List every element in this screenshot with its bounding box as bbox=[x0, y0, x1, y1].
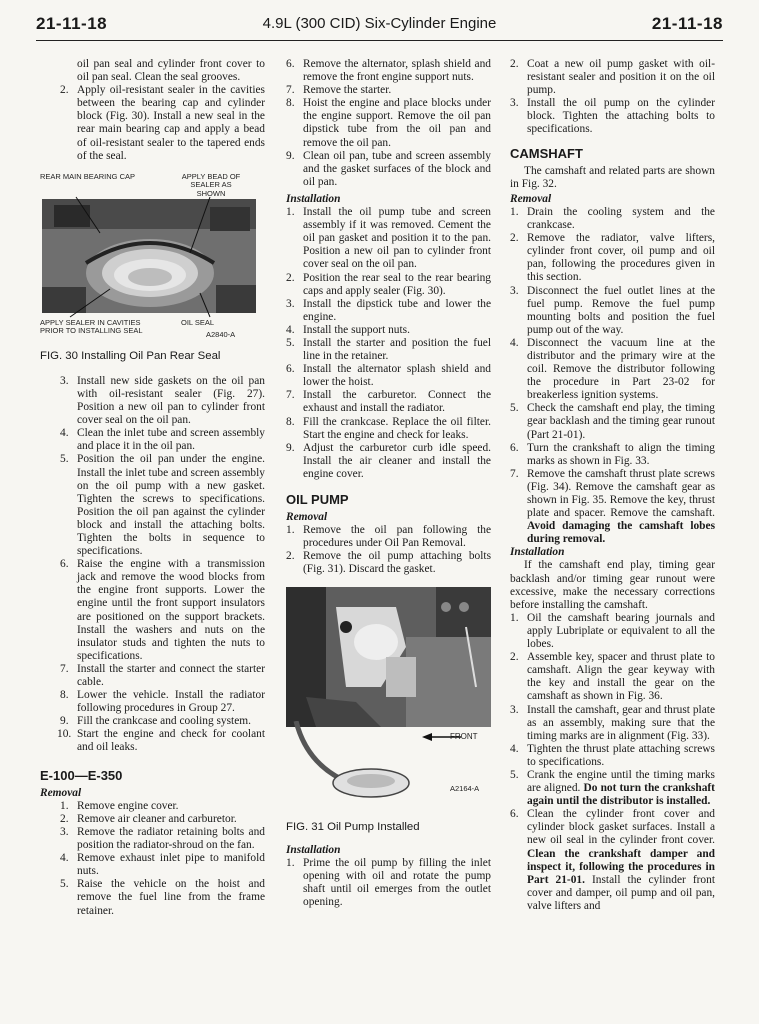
list-item: 1. Remove the oil pan following the procedures under Oil Pan Removal. bbox=[286, 524, 491, 550]
figure-code: A2840-A bbox=[206, 329, 236, 339]
list-item: 4. Tighten the thrust plate attaching screws to specifications. bbox=[510, 742, 715, 768]
subheading: Removal bbox=[286, 511, 328, 524]
page-header bbox=[36, 14, 723, 38]
figure-30 bbox=[40, 173, 260, 338]
list-item: 1. Install the oil pump tube and screen assembly if it was removed. Cement the oil pan gasket and position it to the pan. Position a new oil pan to cylinder front cover seal on the oil pan. bbox=[286, 206, 491, 271]
oil-pump-photo bbox=[286, 587, 491, 737]
list-item: 4. Clean the inlet tube and screen assembly and place it in the oil pan. bbox=[60, 427, 265, 453]
removal-list bbox=[60, 800, 265, 918]
figure-label: APPLY SEALER IN CAVITIES PRIOR TO INSTALLING SEAL bbox=[40, 317, 143, 336]
list-item: 8. Fill the crankcase. Replace the oil filter. Start the engine and check for leaks. bbox=[286, 415, 491, 441]
list-item: 8. Hoist the engine and place blocks under the engine support. Remove the oil pan dipstick tube from the oil pan and remove the oil pan. bbox=[286, 97, 491, 149]
subheading: Removal bbox=[40, 786, 82, 799]
list-item: 10. Start the engine and check for coolant and oil leaks. bbox=[57, 728, 265, 754]
figure-label: APPLY BEAD OF SEALER AS SHOWN bbox=[181, 171, 241, 198]
install-list bbox=[286, 857, 491, 909]
rear-seal-photo bbox=[40, 193, 258, 318]
steps-list bbox=[57, 374, 265, 755]
section-heading: OIL PUMP bbox=[286, 492, 349, 507]
list-item: 2. Remove the oil pump attaching bolts (Fig. 31). Discard the gasket. bbox=[286, 550, 491, 576]
subheading: Installation bbox=[510, 546, 565, 559]
front-label: FRONT bbox=[450, 731, 478, 741]
list-item: 2. Remove air cleaner and carburetor. bbox=[60, 812, 237, 825]
list-item: 5. Check the camshaft end play, the timing gear backlash and the timing gear runout (Part 21-01). bbox=[510, 402, 715, 441]
subheading: Installation bbox=[286, 843, 341, 856]
list-item: 4. Disconnect the vacuum line at the distributor and the primary wire at the coil. Remove the distributor following the procedure in Part 23-02 for breakerless ignition systems. bbox=[510, 336, 715, 402]
list-item: 1. Remove engine cover. bbox=[60, 799, 179, 812]
list-item: 1. Oil the camshaft bearing journals and apply Lubriplate or equivalent to all the lobes. bbox=[510, 611, 715, 651]
list-item: 1. Drain the cooling system and the crankcase. bbox=[510, 205, 715, 232]
list-item: 2. Position the rear seal to the rear bearing caps and apply sealer (Fig. 30). bbox=[286, 271, 491, 297]
list-item: 2. Remove the radiator, valve lifters, cylinder front cover, oil pump and oil pan, following the procedures given in this section. bbox=[510, 232, 715, 284]
list-item: 8. Lower the vehicle. Install the radiator following procedures in Group 27. bbox=[60, 689, 265, 715]
header-rule bbox=[36, 40, 723, 41]
figure-31 bbox=[286, 587, 491, 805]
column-2 bbox=[286, 58, 491, 909]
list-item: 5. Raise the vehicle on the hoist and remove the fuel line from the frame retainer. bbox=[60, 878, 265, 917]
page-title: 4.9L (300 CID) Six-Cylinder Engine bbox=[262, 15, 497, 32]
list-item: 4. Install the support nuts. bbox=[286, 323, 410, 336]
list-item: 7. Install the carburetor. Connect the exhaust and install the radiator. bbox=[286, 389, 491, 415]
figure-code: A2164-A bbox=[450, 783, 480, 793]
list-item: 6. Turn the crankshaft to align the timing marks as shown in Fig. 33. bbox=[510, 441, 715, 467]
list-item: 5. Position the oil pan under the engine. Install the inlet tube and screen assembly on the oil pump with a new gasket. Tighten the screws to specifications. Position the oil pan against the cylinder block and install the attaching bolts. Tighten the bolts in sequence to specifications. bbox=[60, 453, 265, 558]
list-item: 2. Coat a new oil pump gasket with oil-resistant sealer and position it on the oil pump. bbox=[510, 58, 715, 97]
subheading: Installation bbox=[286, 192, 341, 205]
list-item: 3. Remove the radiator retaining bolts and position the radiator-shroud on the fan. bbox=[60, 825, 265, 852]
list-item: 3. Install the camshaft, gear and thrust plate as an assembly, making sure that the timing marks are in alignment (Fig. 33). bbox=[510, 703, 715, 742]
list-item: 7. Remove the camshaft thrust plate screws (Fig. 34). Remove the camshaft gear as shown in Fig. 35. Remove the key, thrust plate and spacer. Remove the camshaft. Avoid damaging the camshaft lobes during removal. bbox=[510, 467, 715, 546]
list-item: 5. Install the starter and position the fuel line in the retainer. bbox=[286, 336, 491, 363]
list-item: 5. Crank the engine until the timing marks are aligned. Do not turn the crankshaft again until the distributor is installed. bbox=[510, 768, 715, 808]
list-item: 6. Remove the alternator, splash shield and remove the front engine support nuts. bbox=[286, 58, 491, 84]
paragraph: The camshaft and related parts are shown in Fig. 32. bbox=[510, 164, 715, 190]
steps-list bbox=[286, 58, 491, 189]
figure-caption: FIG. 30 Installing Oil Pan Rear Seal bbox=[40, 349, 221, 362]
list-item: 2. Apply oil-resistant sealer in the cavities between the bearing cap and cylinder block (Fig. 30). Install a new seal in the rear main bearing cap and apply a bead of oil-resistant sealer to the tapered ends of the seal. bbox=[60, 84, 265, 162]
list-item: 6. Install the alternator splash shield and lower the hoist. bbox=[286, 363, 491, 389]
page-number-left: 21-11-18 bbox=[36, 14, 108, 33]
steps-list bbox=[510, 58, 715, 137]
section-heading: CAMSHAFT bbox=[510, 145, 583, 161]
list-item: 6. Raise the engine with a transmission jack and remove the wood blocks from the engine front supports. Lower the engine until the front support insulators are positioned on the support brackets. Install the washers and nuts on the insulator studs and tighten the nuts to specifications. bbox=[60, 558, 265, 662]
figure-label: OIL SEAL bbox=[181, 317, 215, 327]
install-list bbox=[286, 206, 491, 481]
paragraph: If the camshaft end play, timing gear backlash and/or timing gear runout were excessive, make the necessary corrections before installing the camshaft. bbox=[510, 559, 715, 611]
list-item: 3. Install the dipstick tube and lower the engine. bbox=[286, 297, 491, 323]
paragraph: oil pan seal and cylinder front cover to oil pan seal. Clean the seal grooves. bbox=[77, 58, 265, 84]
list-item: 7. Install the starter and connect the starter cable. bbox=[60, 662, 265, 688]
section-heading: E-100—E-350 bbox=[40, 767, 123, 783]
list-item: 3. Disconnect the fuel outlet lines at the fuel pump. Remove the fuel pump mounting bolts and position the fuel pump out of the way. bbox=[510, 284, 715, 336]
removal-list bbox=[510, 206, 715, 546]
subheading: Removal bbox=[510, 192, 552, 205]
list-item: 9. Adjust the carburetor curb idle speed. Install the air cleaner and install the engine cover. bbox=[286, 441, 491, 480]
page-number-right: 21-11-18 bbox=[651, 14, 723, 33]
column-3 bbox=[510, 58, 715, 913]
list-item: 2. Assemble key, spacer and thrust plate to camshaft. Align the gear keyway with the key and install the gear on the camshaft as shown in Fig. 36. bbox=[510, 651, 715, 703]
install-list bbox=[510, 612, 715, 913]
figure-caption: FIG. 31 Oil Pump Installed bbox=[286, 820, 420, 833]
list-item: 9. Clean oil pan, tube and screen assembly and the gasket surfaces of the block and oil pan. bbox=[286, 149, 491, 188]
column-1 bbox=[40, 58, 265, 918]
list-item: 1. Prime the oil pump by filling the inlet opening with oil and rotate the pump shaft until oil emerges from the outlet opening. bbox=[286, 856, 491, 909]
list-item: 7. Remove the starter. bbox=[286, 84, 392, 97]
list-item: 6. Clean the cylinder front cover and cylinder block gasket surfaces. Install a new oil seal in the cylinder front cover. Clean the crankshaft damper and inspect it, following the procedures in Part 21-01. Install the cylinder front cover and damper, oil pump and oil pan, valve lifters and bbox=[510, 808, 715, 912]
list-item: 4. Remove exhaust inlet pipe to manifold nuts. bbox=[60, 852, 265, 878]
list-item: 3. Install the oil pump on the cylinder block. Tighten the attaching bolts to specifications. bbox=[510, 97, 715, 136]
removal-list bbox=[286, 524, 491, 576]
figure-label: REAR MAIN BEARING CAP bbox=[40, 171, 136, 181]
list-item: 3. Install new side gaskets on the oil pan with oil-resistant sealer (Fig. 27). Position a new oil pan to cylinder front cover seal on the oil pan. bbox=[60, 374, 265, 427]
list-item: 9. Fill the crankcase and cooling system. bbox=[60, 715, 251, 728]
